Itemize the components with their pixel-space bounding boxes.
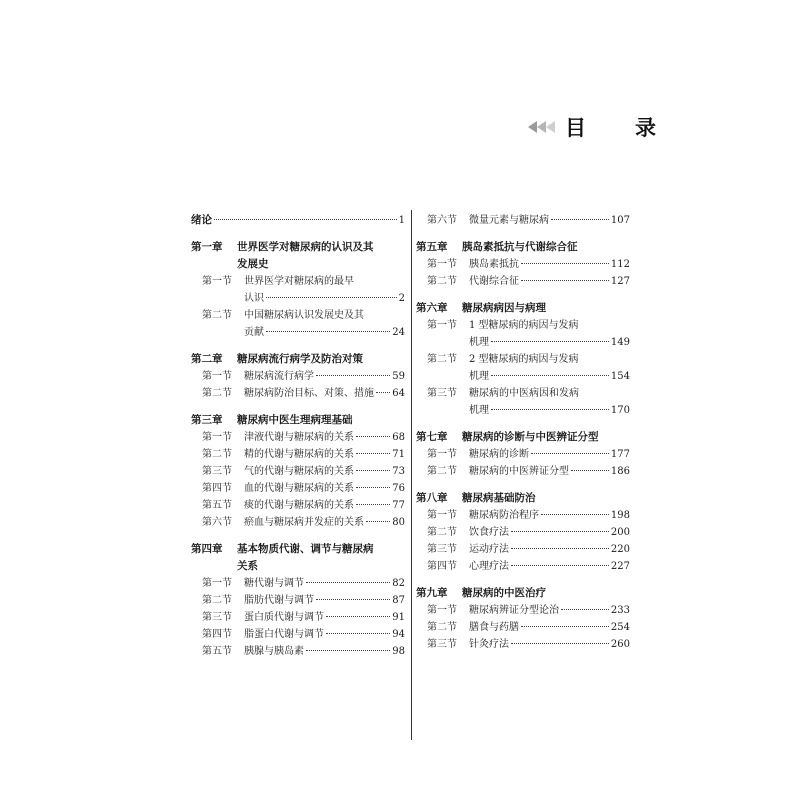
section-title: 津液代谢与糖尿病的关系	[244, 432, 354, 443]
section-title: 蛋白质代谢与调节	[244, 612, 324, 623]
section-number: 第一节	[427, 449, 457, 460]
section-body	[244, 575, 405, 592]
page-number: 107	[610, 215, 630, 226]
dot-leader	[491, 341, 609, 342]
dot-leader	[511, 643, 609, 644]
section-title: 糖尿病的中医病因和发病	[469, 388, 579, 399]
dot-leader	[521, 626, 609, 627]
section-title: 糖代谢与调节	[244, 578, 304, 589]
toc-chapter-block	[191, 541, 405, 660]
section-body	[244, 497, 405, 514]
section-body	[469, 558, 630, 575]
chapter-heading[interactable]	[416, 585, 630, 602]
toc-right-column	[416, 212, 630, 663]
toc-section-entry[interactable]	[416, 317, 630, 351]
section-body	[244, 626, 405, 643]
chapter-heading[interactable]	[191, 239, 405, 256]
dot-leader	[356, 470, 390, 471]
section-title: 瘀血与糖尿病并发症的关系	[244, 517, 364, 528]
intro-label: 绪论	[191, 214, 212, 226]
dot-leader	[491, 409, 609, 410]
toc-section-entry[interactable]	[191, 368, 405, 385]
chapter-title-continued: 发展史	[237, 258, 269, 270]
section-body	[244, 592, 405, 609]
section-title-continued: 认识	[244, 293, 264, 304]
chapter-title: 糖尿病基础防治	[462, 492, 536, 504]
triple-arrow-icon	[528, 121, 555, 133]
section-number: 第六节	[202, 517, 232, 528]
toc-section-entry[interactable]	[416, 541, 630, 558]
page-number: 98	[392, 646, 405, 657]
toc-chapter-block	[191, 412, 405, 531]
section-title-continued: 贡献	[244, 327, 264, 338]
page-number: 76	[392, 483, 405, 494]
section-number: 第一节	[427, 605, 457, 616]
chapter-number: 第九章	[416, 587, 448, 599]
toc-section-entry[interactable]	[191, 575, 405, 592]
dot-leader	[306, 650, 390, 651]
toc-section-entry[interactable]	[416, 385, 630, 419]
chapter-title: 胰岛素抵抗与代谢综合征	[462, 241, 578, 253]
page-number: 2	[398, 293, 405, 304]
page-number: 227	[610, 561, 630, 572]
toc-section-entry[interactable]	[191, 446, 405, 463]
page-number: 260	[610, 639, 630, 650]
section-title: 饮食疗法	[469, 527, 509, 538]
toc-section-entry[interactable]	[416, 636, 630, 653]
chapter-title: 基本物质代谢、调节与糖尿病	[237, 543, 374, 555]
section-second-line	[202, 290, 405, 307]
toc-section-entry[interactable]	[191, 514, 405, 531]
section-number: 第二节	[427, 527, 457, 538]
chapter-number: 第五章	[416, 241, 448, 253]
dot-leader	[266, 297, 397, 298]
section-title: 精的代谢与糖尿病的关系	[244, 449, 354, 460]
dot-leader	[551, 219, 609, 220]
chapter-title-continued: 关系	[237, 560, 258, 572]
page-number: 186	[610, 466, 630, 477]
toc-section-entry[interactable]	[191, 497, 405, 514]
section-title: 糖尿病辨证分型论治	[469, 605, 559, 616]
chapter-heading[interactable]	[191, 351, 405, 368]
section-first-line	[202, 273, 405, 290]
section-number: 第一节	[427, 510, 457, 521]
section-title: 运动疗法	[469, 544, 509, 555]
section-body	[469, 273, 630, 290]
section-body	[244, 609, 405, 626]
toc-chapter-block	[416, 490, 630, 575]
page-number: 94	[392, 629, 405, 640]
toc-section-entry[interactable]	[191, 463, 405, 480]
section-second-line	[427, 402, 630, 419]
section-body	[469, 463, 630, 480]
dot-leader	[266, 331, 390, 332]
section-body	[244, 385, 405, 402]
dot-leader	[214, 219, 397, 220]
section-number: 第五节	[202, 500, 232, 511]
chapter-heading[interactable]	[416, 429, 630, 446]
toc-chapter-block	[416, 585, 630, 653]
section-number: 第四节	[202, 483, 232, 494]
section-number: 第二节	[427, 622, 457, 633]
section-second-line	[427, 368, 630, 385]
section-body	[469, 636, 630, 653]
toc-section-entry[interactable]	[416, 524, 630, 541]
chapter-title: 糖尿病的诊断与中医辨证分型	[462, 431, 599, 443]
section-title: 世界医学对糖尿病的最早	[244, 276, 354, 287]
dot-leader	[511, 548, 609, 549]
chapter-number: 第二章	[191, 353, 223, 365]
section-body	[469, 446, 630, 463]
toc-chapter-block	[191, 351, 405, 402]
page-number: 87	[392, 595, 405, 606]
dot-leader	[511, 531, 609, 532]
section-body	[469, 507, 630, 524]
section-number: 第五节	[202, 646, 232, 657]
section-body	[469, 619, 630, 636]
toc-section-entry[interactable]	[191, 643, 405, 660]
section-second-line	[427, 334, 630, 351]
dot-leader	[521, 280, 609, 281]
chapter-number: 第六章	[416, 302, 448, 314]
toc-section-entry[interactable]	[416, 256, 630, 273]
toc-section-entry[interactable]	[191, 429, 405, 446]
page-number: 1	[398, 215, 405, 226]
chapter-number: 第七章	[416, 431, 448, 443]
section-body	[469, 541, 630, 558]
page-number: 154	[610, 371, 630, 382]
section-body	[469, 524, 630, 541]
dot-leader	[376, 392, 390, 393]
toc-section-entry[interactable]	[416, 558, 630, 575]
section-title: 糖尿病防治程序	[469, 510, 539, 521]
toc-chapter-block	[416, 239, 630, 290]
toc-section-entry[interactable]	[191, 273, 405, 307]
section-number: 第一节	[427, 320, 457, 331]
page-number: 149	[610, 337, 630, 348]
section-title: 痰的代谢与糖尿病的关系	[244, 500, 354, 511]
page-number: 177	[610, 449, 630, 460]
page-number: 73	[392, 466, 405, 477]
section-body	[244, 514, 405, 531]
section-number: 第四节	[202, 629, 232, 640]
dot-leader	[356, 487, 390, 488]
page-title: 目 录	[565, 116, 670, 140]
section-number: 第三节	[202, 612, 232, 623]
section-body	[469, 602, 630, 619]
section-title: 气的代谢与糖尿病的关系	[244, 466, 354, 477]
section-title: 糖尿病流行病学	[244, 371, 314, 382]
toc-section-entry[interactable]	[191, 385, 405, 402]
toc-section-entry[interactable]	[416, 273, 630, 290]
section-number: 第二节	[202, 310, 232, 321]
section-body	[244, 368, 405, 385]
page-number: 59	[392, 371, 405, 382]
section-number: 第二节	[202, 595, 232, 606]
section-first-line	[427, 351, 630, 368]
page-number: 112	[610, 259, 630, 270]
section-first-line	[427, 385, 630, 402]
toc-chapter-block	[416, 429, 630, 480]
page-number: 77	[392, 500, 405, 511]
dot-leader	[356, 453, 390, 454]
toc-header	[528, 112, 670, 142]
section-first-line	[427, 317, 630, 334]
page-number: 200	[610, 527, 630, 538]
section-second-line	[202, 324, 405, 341]
section-title: 血的代谢与糖尿病的关系	[244, 483, 354, 494]
toc-section-entry[interactable]	[416, 602, 630, 619]
toc-section-entry[interactable]	[416, 446, 630, 463]
toc-section-entry[interactable]	[191, 609, 405, 626]
page-number: 82	[392, 578, 405, 589]
section-number: 第一节	[202, 578, 232, 589]
toc-section-entry[interactable]	[191, 592, 405, 609]
dot-leader	[561, 609, 609, 610]
dot-leader	[366, 521, 390, 522]
page-number: 254	[610, 622, 630, 633]
page-number: 220	[610, 544, 630, 555]
toc-left-column	[191, 212, 405, 670]
section-title: 针灸疗法	[469, 639, 509, 650]
toc-section-entry[interactable]	[191, 307, 405, 341]
section-title: 2 型糖尿病的病因与发病	[469, 354, 579, 365]
section-number: 第二节	[202, 388, 232, 399]
section-title: 脂蛋白代谢与调节	[244, 629, 324, 640]
section-title: 胰岛素抵抗	[469, 259, 519, 270]
section-number: 第三节	[427, 388, 457, 399]
page-number: 198	[610, 510, 630, 521]
chapter-number: 第八章	[416, 492, 448, 504]
section-title-continued: 机理	[469, 371, 489, 382]
dot-leader	[316, 375, 390, 376]
page-number: 170	[610, 405, 630, 416]
section-title: 中国糖尿病认识发展史及其	[244, 310, 364, 321]
toc-chapter-block	[416, 300, 630, 419]
section-number: 第六节	[427, 215, 457, 226]
section-body	[244, 480, 405, 497]
dot-leader	[571, 470, 609, 471]
section-title: 代谢综合征	[469, 276, 519, 287]
section-number: 第三节	[427, 544, 457, 555]
section-number: 第一节	[202, 371, 232, 382]
dot-leader	[316, 599, 390, 600]
toc-section-entry[interactable]	[191, 626, 405, 643]
toc-section-entry[interactable]	[416, 507, 630, 524]
section-title-continued: 机理	[469, 337, 489, 348]
page-number: 80	[392, 517, 405, 528]
section-number: 第一节	[202, 276, 232, 287]
section-title-continued: 机理	[469, 405, 489, 416]
dot-leader	[521, 263, 609, 264]
page-number: 91	[392, 612, 405, 623]
chapter-number: 第四章	[191, 543, 223, 555]
chapter-number: 第一章	[191, 241, 223, 253]
section-body	[244, 446, 405, 463]
chapter-heading[interactable]	[416, 300, 630, 317]
section-number: 第二节	[427, 354, 457, 365]
dot-leader	[541, 514, 609, 515]
page-number: 64	[392, 388, 405, 399]
chapter-title: 糖尿病的中医治疗	[462, 587, 546, 599]
section-number: 第四节	[427, 561, 457, 572]
section-number: 第二节	[427, 466, 457, 477]
section-title: 糖尿病的中医辨证分型	[469, 466, 569, 477]
section-title: 心理疗法	[469, 561, 509, 572]
section-first-line	[202, 307, 405, 324]
column-divider	[411, 210, 412, 740]
chapter-number: 第三章	[191, 414, 223, 426]
section-title: 脂肪代谢与调节	[244, 595, 314, 606]
page-number: 24	[392, 327, 405, 338]
dot-leader	[531, 453, 609, 454]
section-title: 胰腺与胰岛素	[244, 646, 304, 657]
chapter-heading[interactable]	[416, 490, 630, 507]
page-number: 68	[392, 432, 405, 443]
section-body	[244, 463, 405, 480]
page-number: 127	[610, 276, 630, 287]
dot-leader	[356, 436, 390, 437]
toc-section-entry[interactable]	[416, 463, 630, 480]
dot-leader	[306, 582, 390, 583]
dot-leader	[326, 633, 390, 634]
section-number: 第三节	[202, 466, 232, 477]
toc-chapter-block	[191, 239, 405, 341]
section-body	[244, 429, 405, 446]
chapter-title: 世界医学对糖尿病的认识及其	[237, 241, 374, 253]
section-number: 第三节	[427, 639, 457, 650]
toc-intro-entry[interactable]	[191, 212, 405, 229]
section-title: 1 型糖尿病的病因与发病	[469, 320, 579, 331]
toc-section-entry[interactable]	[191, 480, 405, 497]
dot-leader	[326, 616, 390, 617]
chapter-heading[interactable]	[191, 412, 405, 429]
toc-section-entry[interactable]	[416, 212, 630, 229]
section-body	[244, 643, 405, 660]
toc-section-entry[interactable]	[416, 351, 630, 385]
section-body	[469, 256, 630, 273]
dot-leader	[491, 375, 609, 376]
section-title: 微量元素与糖尿病	[469, 215, 549, 226]
chapter-title: 糖尿病中医生理病理基础	[237, 414, 353, 426]
dot-leader	[511, 565, 609, 566]
section-number: 第二节	[427, 276, 457, 287]
page-number: 71	[392, 449, 405, 460]
chapter-title: 糖尿病病因与病理	[462, 302, 546, 314]
section-number: 第一节	[427, 259, 457, 270]
page-number: 233	[610, 605, 630, 616]
chapter-heading[interactable]	[191, 541, 405, 558]
toc-section-entry[interactable]	[416, 619, 630, 636]
chapter-heading[interactable]	[416, 239, 630, 256]
chapter-title: 糖尿病流行病学及防治对策	[237, 353, 363, 365]
section-number: 第二节	[202, 449, 232, 460]
section-title: 膳食与药膳	[469, 622, 519, 633]
section-title: 糖尿病的诊断	[469, 449, 529, 460]
section-title: 糖尿病防治目标、对策、措施	[244, 388, 374, 399]
section-number: 第一节	[202, 432, 232, 443]
dot-leader	[356, 504, 390, 505]
